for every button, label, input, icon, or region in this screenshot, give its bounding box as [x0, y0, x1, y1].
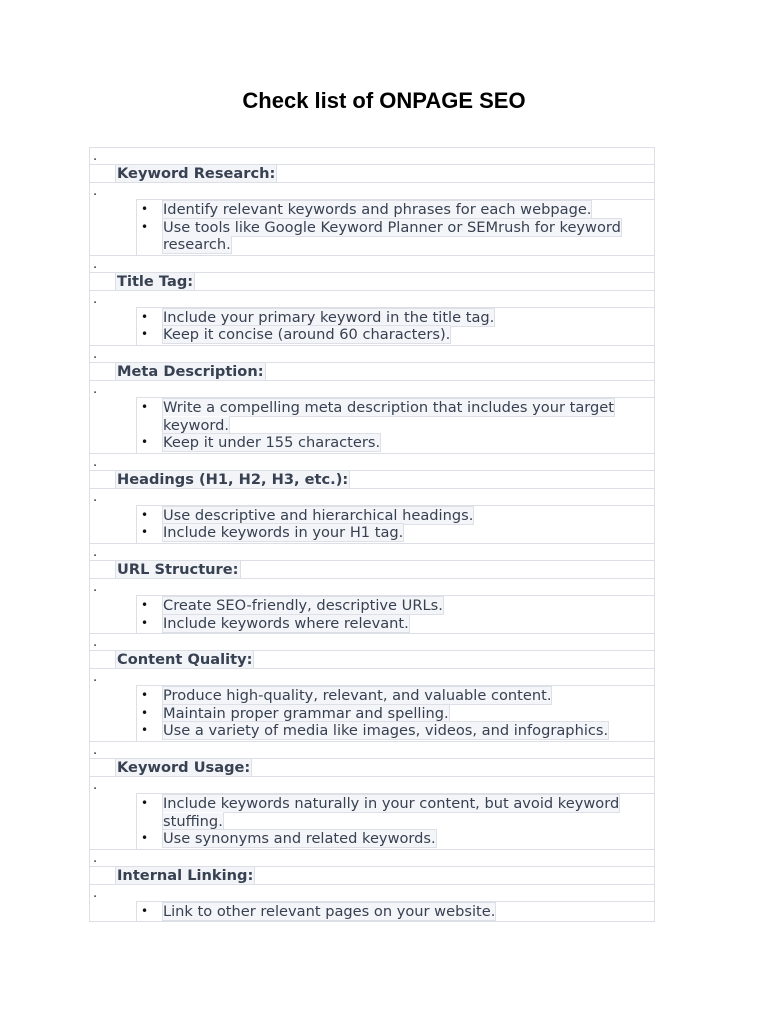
bullet-icon: •	[141, 903, 149, 918]
bullet-list	[136, 901, 654, 922]
section-heading-text: URL Structure:	[117, 560, 239, 578]
section-heading-text: Headings (H1, H2, H3, etc.):	[117, 470, 349, 488]
list-item-text: Include your primary keyword in the title tag.	[163, 308, 495, 326]
section-heading	[90, 470, 654, 488]
bullet-icon: •	[141, 723, 149, 738]
list-item-text: Maintain proper grammar and spelling.	[163, 704, 449, 722]
section-heading	[90, 560, 654, 578]
bullet-list	[136, 793, 654, 849]
list-item-text: Keep it concise (around 60 characters).	[163, 326, 451, 344]
checklist-content	[89, 147, 655, 922]
spacer-dot: .	[90, 668, 654, 685]
list-item	[137, 705, 654, 723]
bullet-list	[136, 595, 654, 633]
spacer-dot: .	[90, 633, 654, 650]
section-heading	[90, 866, 654, 884]
bullet-list	[136, 505, 654, 543]
bullet-icon: •	[141, 525, 149, 540]
list-item	[137, 201, 654, 219]
list-item	[137, 615, 654, 633]
section-heading	[90, 164, 654, 182]
section-heading	[90, 758, 654, 776]
spacer-dot: .	[90, 543, 654, 560]
list-item-text: Link to other relevant pages on your website.	[163, 902, 496, 920]
list-item-text: Identify relevant keywords and phrases for each webpage.	[163, 201, 592, 218]
section-heading-text: Title Tag:	[117, 272, 194, 290]
bullet-icon: •	[141, 688, 149, 703]
list-item	[137, 434, 654, 452]
spacer-dot: .	[90, 182, 654, 199]
list-item-text: Include keywords naturally in your content, but avoid keyword stuffing.	[163, 794, 620, 830]
bullet-icon: •	[141, 831, 149, 846]
list-item-text: Use a variety of media like images, videos, and infographics.	[163, 722, 609, 740]
bullet-icon: •	[141, 597, 149, 612]
section-heading-text: Keyword Usage:	[117, 758, 251, 776]
list-item	[137, 830, 654, 848]
bullet-icon: •	[141, 399, 149, 414]
spacer-dot: .	[90, 849, 654, 866]
bullet-list	[136, 685, 654, 741]
list-item	[137, 326, 654, 344]
list-item	[137, 309, 654, 327]
bullet-icon: •	[141, 795, 149, 810]
list-item-text: Produce high-quality, relevant, and valuable content.	[163, 687, 552, 705]
bullet-icon: •	[141, 219, 149, 234]
section-heading-text: Content Quality:	[117, 651, 253, 669]
section-heading	[90, 650, 654, 668]
bullet-list	[136, 397, 654, 453]
document-title: Check list of ONPAGE SEO	[242, 88, 526, 113]
spacer-dot: .	[90, 488, 654, 505]
spacer-dot: .	[90, 147, 654, 164]
bullet-icon: •	[141, 202, 149, 216]
spacer-dot: .	[90, 380, 654, 397]
spacer-dot: .	[90, 741, 654, 758]
list-item-text: Write a compelling meta description that includes your target keyword.	[163, 398, 614, 434]
bullet-icon: •	[141, 507, 149, 522]
bullet-icon: •	[141, 435, 149, 450]
list-item-text: Include keywords in your H1 tag.	[163, 524, 404, 542]
spacer-dot: .	[90, 290, 654, 307]
bullet-list	[136, 307, 654, 345]
bullet-icon: •	[141, 705, 149, 720]
list-item-text: Use descriptive and hierarchical headings.	[163, 506, 474, 524]
spacer-dot: .	[90, 255, 654, 272]
bullet-list	[136, 199, 654, 255]
list-item-text: Include keywords where relevant.	[163, 614, 409, 632]
section-heading	[90, 272, 654, 290]
spacer-dot: .	[90, 884, 654, 901]
spacer-dot: .	[90, 345, 654, 362]
list-item-text: Keep it under 155 characters.	[163, 434, 381, 452]
bullet-icon: •	[141, 615, 149, 630]
spacer-dot: .	[90, 453, 654, 470]
list-item	[137, 507, 654, 525]
list-item	[137, 687, 654, 705]
spacer-dot: .	[90, 578, 654, 595]
list-item-text: Use synonyms and related keywords.	[163, 830, 436, 848]
list-item	[137, 219, 654, 254]
section-heading-text: Meta Description:	[117, 362, 264, 380]
section-heading-text: Internal Linking:	[117, 866, 254, 884]
list-item	[137, 524, 654, 542]
list-item	[137, 597, 654, 615]
section-heading-text: Keyword Research:	[117, 165, 276, 182]
section-heading	[90, 362, 654, 380]
list-item	[137, 399, 654, 434]
list-item	[137, 722, 654, 740]
list-item-text: Use tools like Google Keyword Planner or SEMrush for keyword research.	[163, 218, 621, 254]
bullet-icon: •	[141, 327, 149, 342]
list-item-text: Create SEO-friendly, descriptive URLs.	[163, 596, 443, 614]
list-item	[137, 903, 654, 921]
spacer-dot: .	[90, 776, 654, 793]
bullet-icon: •	[141, 309, 149, 324]
list-item	[137, 795, 654, 830]
